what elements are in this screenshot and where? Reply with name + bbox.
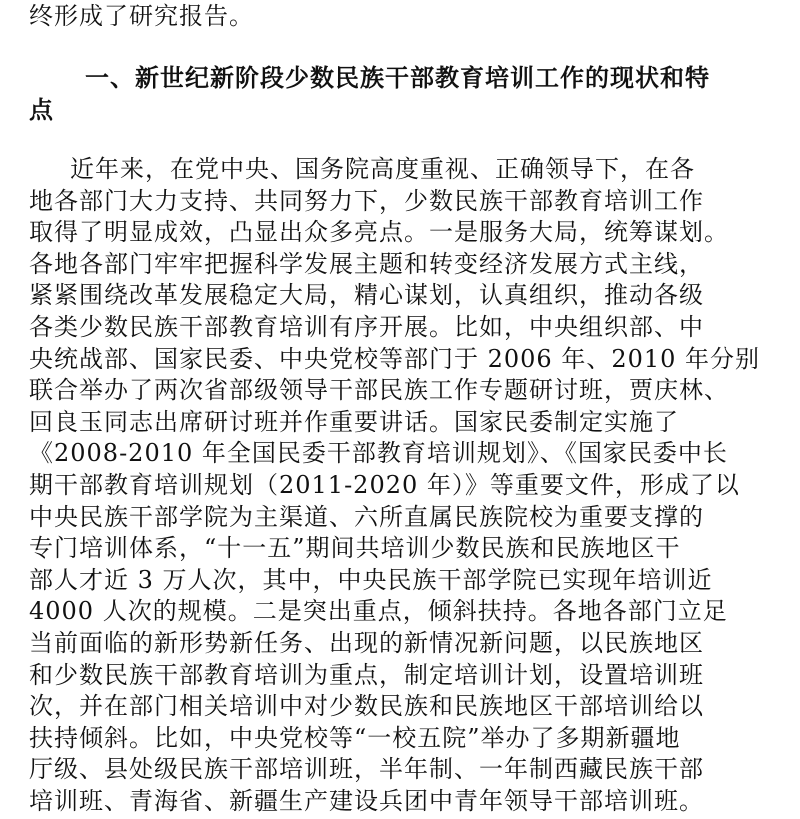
body-line: 培训班、青海省、新疆生产建设兵团中青年领导干部培训班。 (29, 787, 704, 815)
body-line: 期干部教育培训规划（2011-2020 年）》等重要文件，形成了以 (29, 471, 740, 499)
body-line: 中央民族干部学院为主渠道、六所直属民族院校为重要支撑的 (29, 502, 704, 531)
body-line: 厅级、县处级民族干部培训班，半年制、一年制西藏民族干部 (29, 755, 704, 784)
body-line: 扶持倾斜。比如，中央党校等“一校五院”举办了多期新疆地 (29, 723, 681, 752)
body-line: 和少数民族干部教育培训为重点，制定培训计划，设置培训班 (29, 660, 704, 689)
section-heading-line-2: 点 (29, 96, 54, 124)
body-line: 回良玉同志出席研讨班并作重要讲话。国家民委制定实施了 (29, 407, 679, 436)
body-line: 紧紧围绕改革发展稳定大局，精心谋划，认真组织，推动各级 (29, 281, 704, 310)
body-line: 地各部门大力支持、共同努力下，少数民族干部教育培训工作 (29, 186, 704, 215)
body-line: 联合举办了两次省部级领导干部民族工作专题研讨班，贾庆林、 (29, 376, 729, 405)
intro-tail-line: 终形成了研究报告。 (29, 2, 254, 30)
body-line: 次，并在部门相关培训中对少数民族和民族地区干部培训给以 (29, 692, 704, 721)
section-heading-line-1: 一、新世纪新阶段少数民族干部教育培训工作的现状和特 (85, 64, 710, 92)
body-line: 当前面临的新形势新任务、出现的新情况新问题，以民族地区 (29, 629, 704, 657)
body-line: 4000 人次的规模。二是突出重点，倾斜扶持。各地各部门立足 (29, 597, 728, 626)
body-line: 近年来，在党中央、国务院高度重视、正确领导下，在各 (70, 155, 695, 183)
body-line: 取得了明显成效，凸显出众多亮点。一是服务大局，统筹谋划。 (29, 218, 729, 247)
body-line: 专门培训体系，“十一五”期间共培训少数民族和民族地区干 (29, 534, 681, 563)
body-line: 央统战部、国家民委、中央党校等部门于 2006 年、2010 年分别 (29, 344, 761, 373)
body-line: 各类少数民族干部教育培训有序开展。比如，中央组织部、中 (29, 313, 704, 341)
body-line: 《2008-2010 年全国民委干部教育培训规划》、《国家民委中长 (29, 439, 728, 468)
body-line: 各地各部门牢牢把握科学发展主题和转变经济发展方式主线， (29, 249, 704, 278)
body-line: 部人才近 3 万人次，其中，中央民族干部学院已实现年培训近 (29, 565, 713, 594)
